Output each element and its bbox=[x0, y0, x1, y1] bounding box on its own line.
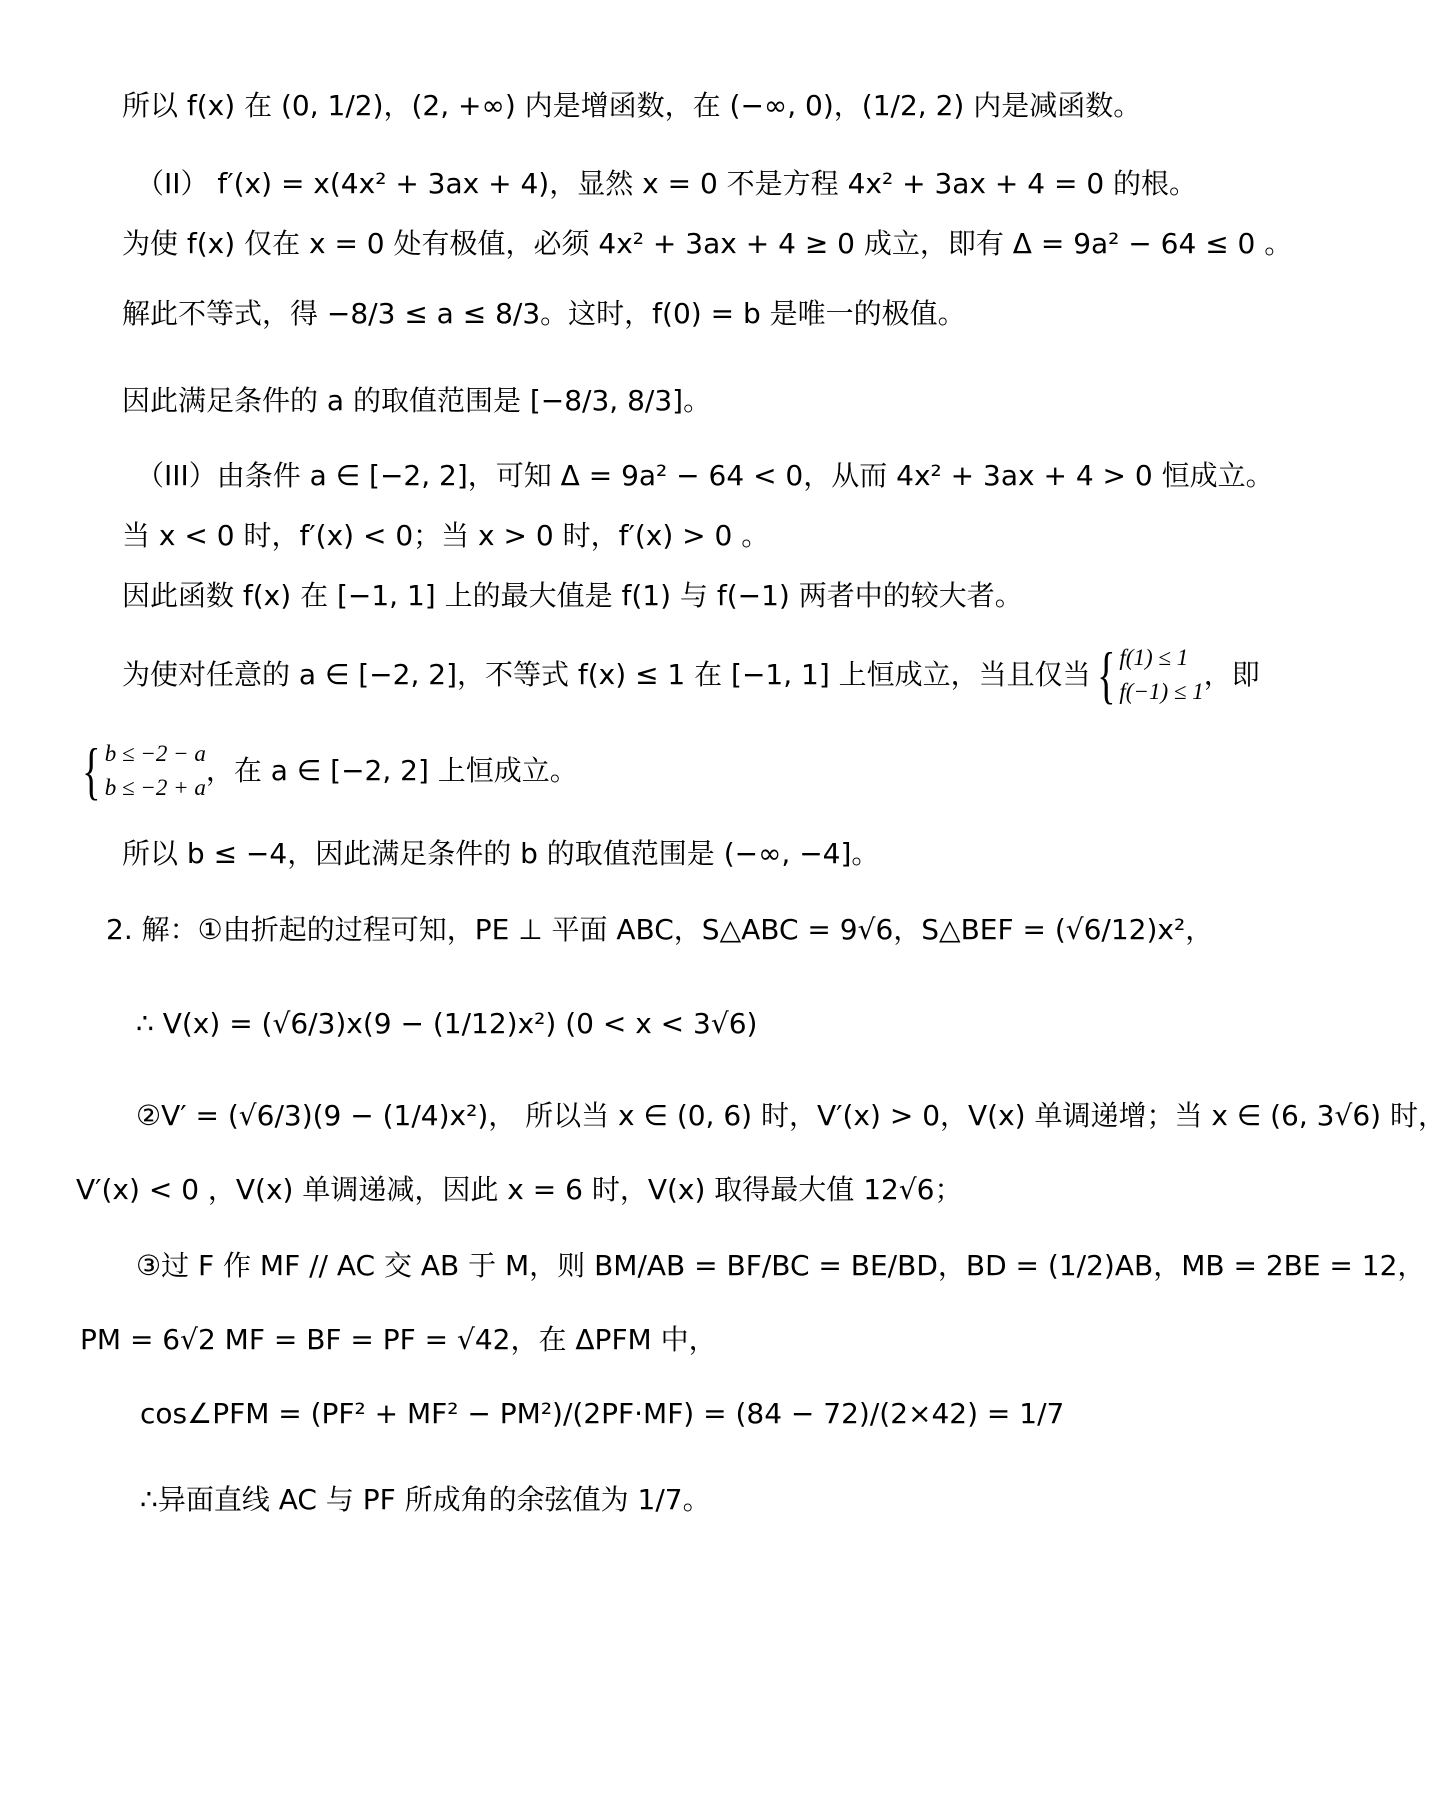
text-line-7: 当 x < 0 时，f′(x) < 0；当 x > 0 时，f′(x) > 0 。 bbox=[122, 519, 770, 552]
text-line-13: ∴ V(x) = (√6/3)x(9 − (1/12)x²) (0 < x < 3√6) bbox=[136, 1007, 758, 1040]
condition-system-f bbox=[1091, 641, 1204, 709]
condition-b2: b ≤ −2 + a bbox=[104, 775, 206, 800]
condition-b1: b ≤ −2 − a bbox=[104, 741, 206, 766]
text-line-5: 因此满足条件的 a 的取值范围是 [−8/3, 8/3]。 bbox=[122, 384, 712, 417]
condition-f-minus1: f(−1) ≤ 1 bbox=[1119, 679, 1204, 704]
line-14 bbox=[136, 1098, 1446, 1134]
left-brace: { bbox=[82, 735, 101, 806]
condition-f1: f(1) ≤ 1 bbox=[1119, 645, 1189, 670]
line-8 bbox=[122, 578, 1023, 614]
text-line-10: ，在 a ∈ [−2, 2] 上恒成立。 bbox=[205, 754, 578, 787]
text-line-8: 因此函数 f(x) 在 [−1, 1] 上的最大值是 f(1) 与 f(−1) 两者中的较大者。 bbox=[122, 579, 1023, 612]
line-4 bbox=[122, 296, 966, 332]
left-brace: { bbox=[1096, 639, 1116, 710]
text-line-11: 所以 b ≤ −4，因此满足条件的 b 的取值范围是 (−∞, −4]。 bbox=[122, 837, 880, 870]
line-7 bbox=[122, 518, 769, 554]
line-18 bbox=[140, 1396, 1064, 1432]
line-5 bbox=[122, 383, 711, 419]
line-2 bbox=[136, 166, 1197, 202]
text-line-17: PM = 6√2 MF = BF = PF = √42，在 ΔPFM 中， bbox=[80, 1323, 717, 1356]
text-line-18: cos∠PFM = (PF² + MF² − PM²)/(2PF·MF) = (84 − 72)/(2×42) = 1/7 bbox=[140, 1397, 1065, 1430]
line-16 bbox=[136, 1248, 1425, 1284]
text-line-16: ③过 F 作 MF // AC 交 AB 于 M，则 BM/AB = BF/BC = BE/BD，BD = (1/2)AB，MB = 2BE = 12， bbox=[136, 1249, 1426, 1282]
text-line-2: （II） f′(x) = x(4x² + 3ax + 4)，显然 x = 0 不是方程 4x² + 3ax + 4 = 0 的根。 bbox=[136, 167, 1198, 200]
text-line-3: 为使 f(x) 仅在 x = 0 处有极值，必须 4x² + 3ax + 4 ≥ 0 成立，即有 Δ = 9a² − 64 ≤ 0 。 bbox=[122, 227, 1293, 260]
line-1 bbox=[122, 88, 1141, 124]
line-3 bbox=[122, 226, 1292, 262]
line-12 bbox=[106, 912, 1213, 948]
line-13 bbox=[136, 1006, 757, 1042]
line-11 bbox=[122, 836, 879, 872]
text-line-14: ②V′ = (√6/3)(9 − (1/4)x²)， 所以当 x ∈ (0, 6) 时，V′(x) > 0，V(x) 单调递增；当 x ∈ (6, 3√6) 时， bbox=[136, 1099, 1446, 1132]
text-line-15: V′(x) < 0 ，V(x) 单调递减，因此 x = 6 时，V(x) 取得最大值 12√6； bbox=[76, 1173, 963, 1206]
line-17 bbox=[80, 1322, 717, 1358]
condition-system-b bbox=[76, 737, 206, 805]
text-line-4: 解此不等式，得 −8/3 ≤ a ≤ 8/3。这时，f(0) = b 是唯一的极值。 bbox=[122, 297, 966, 330]
text-line-19: ∴异面直线 AC 与 PF 所成角的余弦值为 1/7。 bbox=[140, 1483, 711, 1516]
line-9 bbox=[122, 640, 1260, 710]
text-line-9-end: ，即 bbox=[1203, 658, 1260, 691]
text-line-9: 为使对任意的 a ∈ [−2, 2]，不等式 f(x) ≤ 1 在 [−1, 1] 上恒成立，当且仅当 bbox=[122, 658, 1091, 691]
line-6 bbox=[136, 458, 1274, 494]
text-line-1: 所以 f(x) 在 (0, 1/2)，(2, +∞) 内是增函数，在 (−∞, 0)，(1/2, 2) 内是减函数。 bbox=[122, 89, 1142, 122]
text-line-6: （III）由条件 a ∈ [−2, 2]，可知 Δ = 9a² − 64 < 0，从而 4x² + 3ax + 4 > 0 恒成立。 bbox=[136, 459, 1274, 492]
text-line-12: 2. 解：①由折起的过程可知，PE ⊥ 平面 ABC，S△ABC = 9√6，S△BEF = (√6/12)x²， bbox=[106, 913, 1214, 946]
line-19 bbox=[140, 1482, 711, 1518]
line-15 bbox=[76, 1172, 963, 1208]
line-10 bbox=[76, 736, 578, 806]
